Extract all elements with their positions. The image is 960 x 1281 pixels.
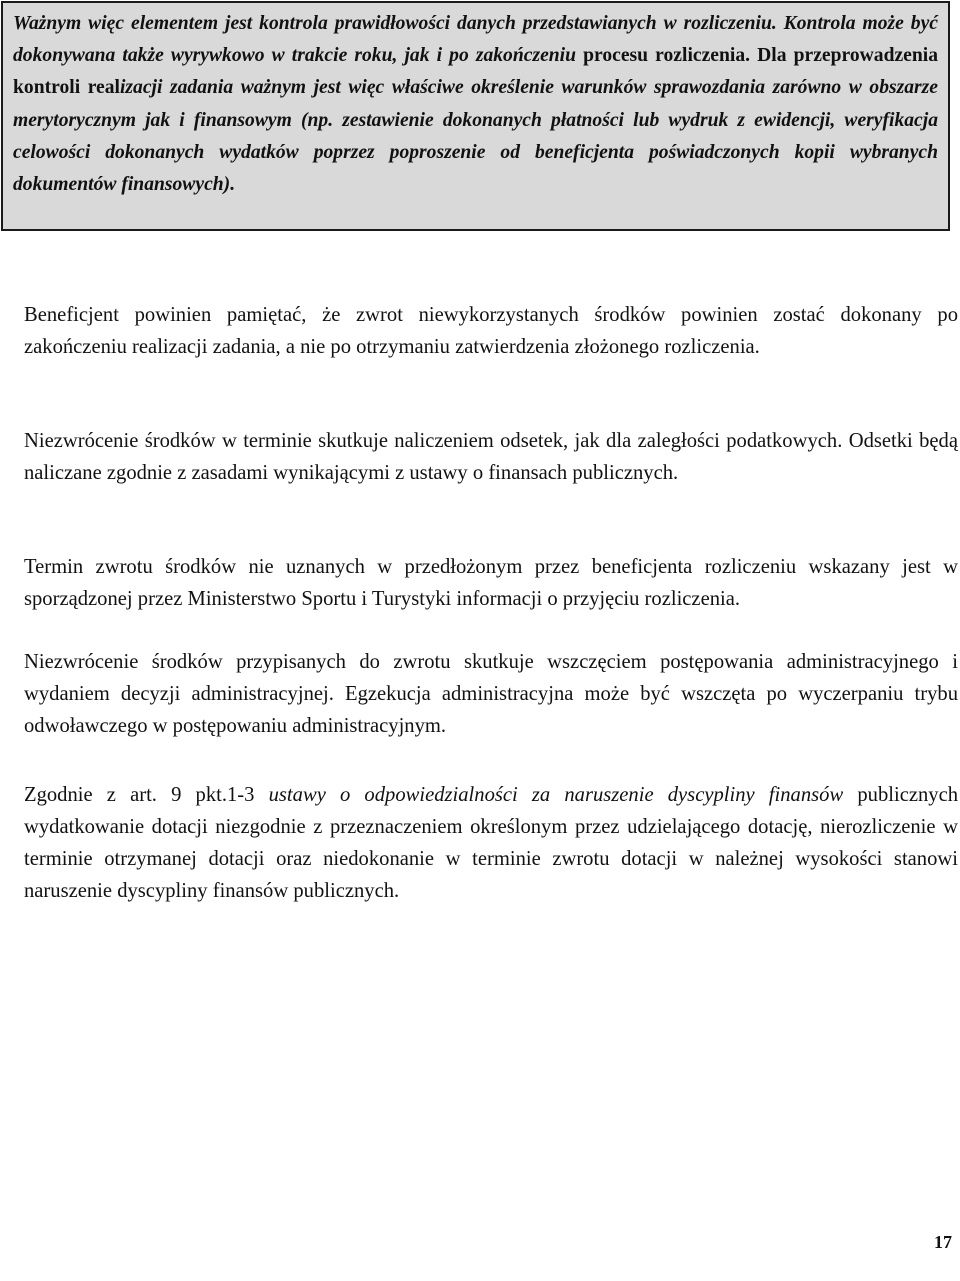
paragraph-return-deadline: Termin zwrotu środków nie uznanych w przedłożonym przez beneficjenta rozliczeniu wskazany jest w sporządzonej przez Ministerstwo Sportu i Turystyki informacji o przyjęciu rozliczenia. <box>24 556 958 610</box>
paragraph-fiscal-discipline-end: publicznych wydatkowanie dotacji niezgodnie z przeznaczeniem określonym przez udzielającego dotację, nierozliczenie w terminie otrzymanej dotacji oraz niedokonanie w terminie zwrotu dotacji w należnej wysokości stanowi naruszenie dyscypliny finansów publicznych. <box>24 784 959 902</box>
note-text-part-3: izacji zadania ważnym jest więc właściwe określenie warunków sprawozdania zarówno w obszarze merytorycznym jak i finansowym (np. <box>13 77 938 131</box>
note-text-part-1: Ważnym więc elementem jest kontrola prawidłowości danych przedstawianych w rozliczeniu. Kontrola może być dokonywana także wyrywkowo w trakcie roku, jak i po zakończeniu <box>13 13 938 67</box>
paragraph-return-of-funds: Beneficjent powinien pamiętać, że zwrot niewykorzystanych środków powinien zostać dokonany po zakończeniu realizacji zadania, a nie po otrzymaniu zatwierdzenia złożonego rozliczenia. <box>24 304 958 358</box>
paragraph-interest: Niezwrócenie środków w terminie skutkuje naliczeniem odsetek, jak dla zaległości podatkowych. Odsetki będą naliczane zgodnie z zasadami wynikającymi z ustawy o finansach publicznych. <box>24 430 958 484</box>
act-title: ustawy o odpowiedzialności za naruszenie dyscypliny finansów <box>268 784 844 806</box>
page-number: 17 <box>934 1232 952 1252</box>
highlighted-note-box <box>1 1 950 231</box>
paragraph-fiscal-discipline-start: Zgodnie z art. 9 pkt.1-3 <box>24 784 269 806</box>
note-text-part-4: zestawienie dokonanych płatności lub wydruk z ewidencji, weryfikacja celowości dokonanych wydatków poprzez poproszenie od beneficjenta poświadczonych kopii wybranych dokumentów finansowych). <box>13 109 938 196</box>
paragraph-administrative-proceedings: Niezwrócenie środków przypisanych do zwrotu skutkuje wszczęciem postępowania administracyjnego i wydaniem decyzji administracyjnej. Egzekucja administracyjna może być wszczęta po wyczerpaniu trybu odwoławczego w postępowaniu administracyjnym. <box>24 651 958 737</box>
paragraph-fiscal-discipline <box>24 779 958 907</box>
note-text-part-2: procesu rozliczenia. Dla przeprowadzenia kontroli real <box>13 45 939 99</box>
